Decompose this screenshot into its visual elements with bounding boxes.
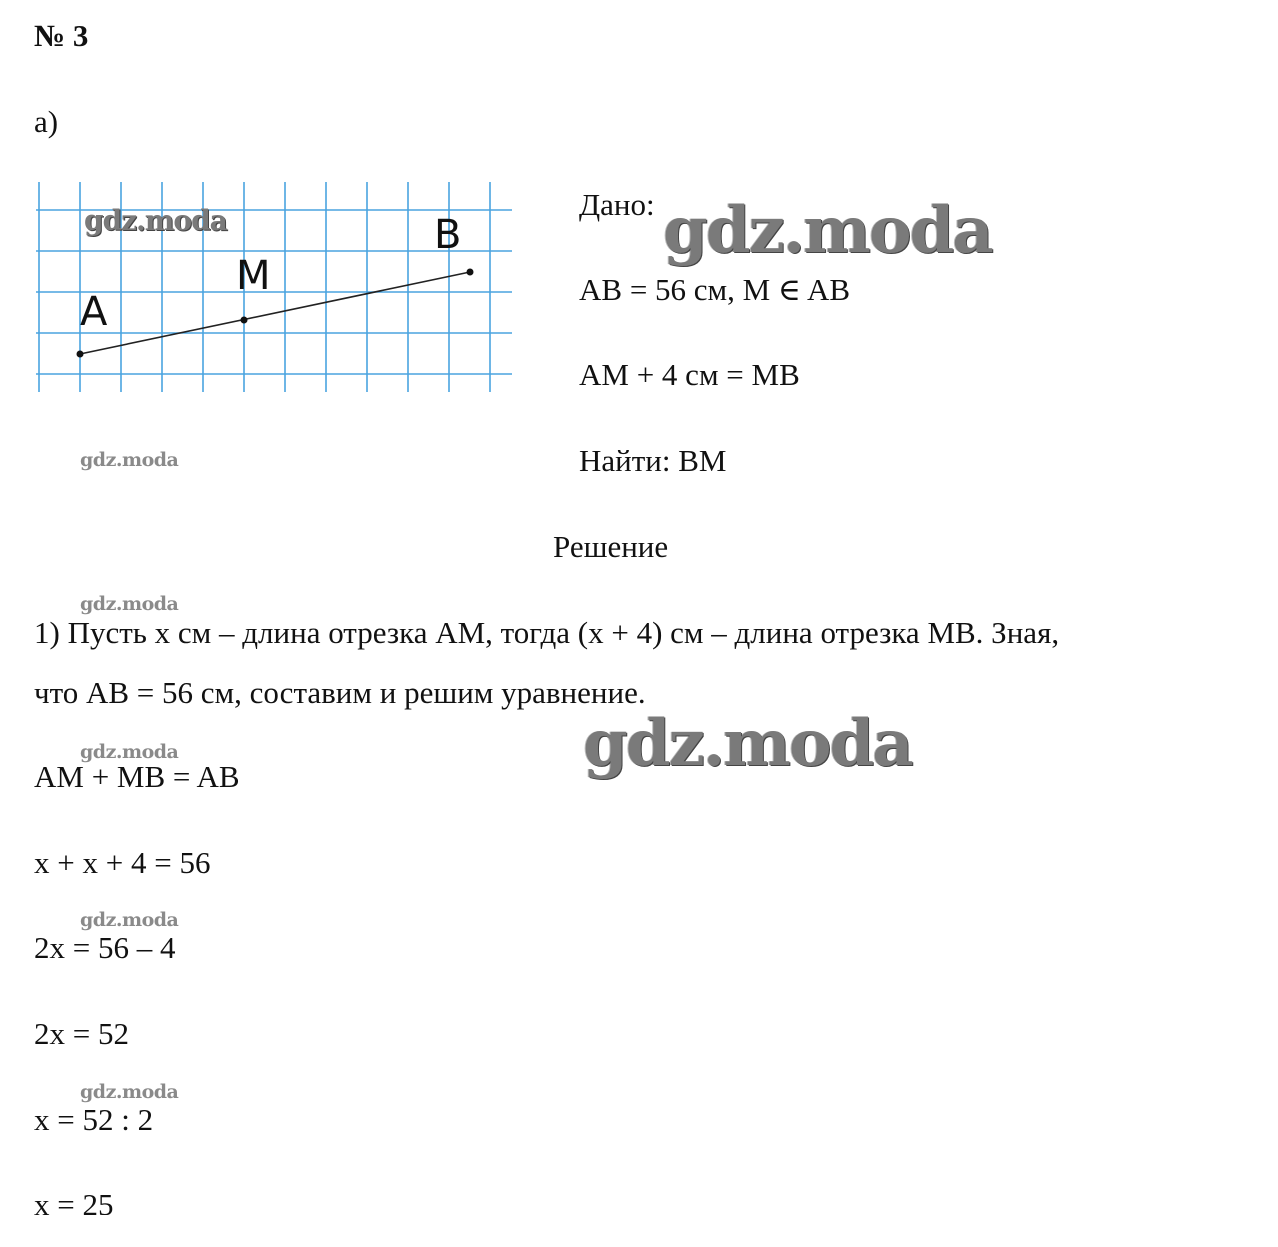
point-a-label: A <box>80 289 108 335</box>
given-line-1: AB = 56 см, M ∈ AB <box>579 272 851 307</box>
segment-ab <box>80 272 470 354</box>
watermark: gdz.moda <box>84 204 227 237</box>
page-title: № 3 <box>34 18 89 53</box>
equation-3: 2x = 56 – 4 <box>34 930 176 965</box>
watermark: gdz.moda <box>80 909 179 931</box>
watermark: gdz.moda <box>583 706 912 781</box>
given-label: Дано: <box>579 187 655 222</box>
watermark: gdz.moda <box>80 1081 179 1103</box>
watermark: gdz.moda <box>663 193 992 268</box>
point-b-label: B <box>434 212 462 258</box>
equation-1: AM + MB = AB <box>34 759 240 794</box>
point-m-dot <box>241 317 248 324</box>
point-b-dot <box>467 269 474 276</box>
solution-text-line-1: 1) Пусть x см – длина отрезка AM, тогда (x + 4) см – длина отрезка MB. Зная, <box>34 615 1060 650</box>
equation-6: x = 25 <box>34 1189 114 1215</box>
part-label: а) <box>34 104 59 139</box>
find-line: Найти: BM <box>579 443 727 478</box>
given-line-2: AM + 4 см = MB <box>579 357 800 392</box>
solution-text-line-2: что AB = 56 см, составим и решим уравнение. <box>34 675 646 710</box>
point-m-label: M <box>236 253 271 299</box>
point-a-dot <box>77 351 84 358</box>
equation-5: x = 52 : 2 <box>34 1102 154 1137</box>
watermark: gdz.moda <box>80 741 179 763</box>
watermark: gdz.moda <box>80 593 179 615</box>
equation-4: 2x = 52 <box>34 1016 129 1051</box>
solution-heading: Решение <box>553 529 669 564</box>
equation-2: x + x + 4 = 56 <box>34 845 211 880</box>
watermark: gdz.moda <box>80 449 179 471</box>
